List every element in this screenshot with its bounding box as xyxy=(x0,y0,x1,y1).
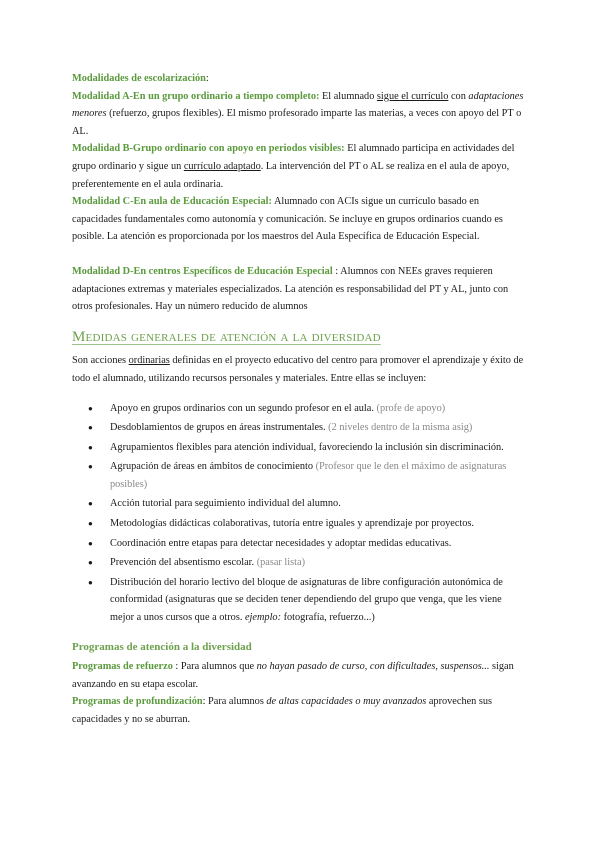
list-item-note-emphasis: ejemplo: xyxy=(244,612,282,624)
modalidad-c-label: Modalidad C-En aula de Educación Especial: xyxy=(72,196,272,208)
modalidad-b-label: Modalidad B-Grupo ordinario con apoyo en periodos visibles: xyxy=(72,143,345,155)
list-item xyxy=(110,495,528,513)
list-item xyxy=(110,439,528,457)
spacer xyxy=(72,246,528,263)
list-item-text: Metodologías didácticas colaborativas, tutoría entre iguales y aprendizaje por proyectos. xyxy=(110,518,474,530)
programa-profundizacion-text: : Para alumnos xyxy=(202,696,267,708)
modalidad-a-text: con xyxy=(448,90,469,102)
programas-heading: Programas de atención a la diversidad xyxy=(72,640,252,653)
programa-profundizacion-label: Programas de profundización xyxy=(72,696,203,708)
programa-profundizacion xyxy=(72,693,528,728)
list-item xyxy=(110,419,528,437)
programa-refuerzo-text: sigan avanzando en su etapa escolar. xyxy=(72,661,514,690)
modalidad-c-text: Alumnado con ACIs sigue un currículo basado en capacidades fundamentales como autonomía y comunicación. Se incluye en grupos ordinarios cuando es posible. La atención es proporcionada por los maestros del Aula Específica de Educación Especial. xyxy=(72,196,503,243)
list-item-note: (profe de apoyo) xyxy=(373,402,446,414)
modalidad-a-text: (refuerzo, grupos flexibles). El mismo profesorado imparte las materias, a veces con apoyo del PT o AL. xyxy=(72,108,522,137)
list-item xyxy=(110,554,528,572)
modalidad-a-text: El alumnado xyxy=(319,90,377,102)
modalidades-colon: : xyxy=(205,73,209,84)
modalidad-a xyxy=(72,88,528,141)
list-item xyxy=(110,400,528,418)
list-item-text: Desdoblamientos de grupos en áreas instrumentales. xyxy=(110,422,326,434)
modalidad-b-text: El alumnado participa en actividades del grupo ordinario y sigue un xyxy=(72,143,515,172)
programa-profundizacion-emphasis: de altas capacidades o muy avanzados xyxy=(266,696,427,708)
list-item-note: fotografía, refuerzo...) xyxy=(281,612,375,624)
programa-refuerzo xyxy=(72,658,528,693)
medidas-heading: Medidas generales de atención a la diversidad xyxy=(72,328,381,345)
list-item xyxy=(110,458,528,493)
modalidades-title-line xyxy=(72,70,528,88)
list-item-note: (pasar lista) xyxy=(254,557,306,569)
modalidad-a-underline: sigue el currículo xyxy=(376,90,449,102)
modalidad-c xyxy=(72,193,528,246)
list-item xyxy=(110,535,528,553)
list-item-note: (asignaturas que se deciden tener dependiendo del grupo que venga, que les viene mejor a unos cursos que a otros. xyxy=(110,594,502,624)
list-item-note: (2 niveles dentro de la misma asig) xyxy=(325,422,473,434)
modalidad-d-text: : Alumnos con NEEs graves requieren adaptaciones extremas y materiales especializados. La atención es responsabilidad del PT y AL, junto con otros profesionales. Hay un número reducido de alumnos xyxy=(72,265,509,313)
list-item-text: Prevención del absentismo escolar. xyxy=(110,557,255,569)
list-item xyxy=(110,574,528,627)
modalidad-a-emphasis: adaptaciones menores xyxy=(72,90,524,120)
list-item-text: Agrupamientos flexibles para atención individual, favoreciendo la inclusión sin discriminación. xyxy=(110,441,504,453)
list-item-note: (Profesor que le den el máximo de asignaturas posibles) xyxy=(110,461,507,490)
list-item-text: Coordinación entre etapas para detectar necesidades y adoptar medidas educativas. xyxy=(110,537,452,549)
medidas-intro-underline: ordinarias xyxy=(128,355,170,367)
modalidad-b-underline: currículo adaptado xyxy=(183,160,261,172)
programa-profundizacion-text: aprovechen sus capacidades y no se aburran. xyxy=(72,696,493,725)
medidas-list xyxy=(72,400,528,627)
list-item-text: Apoyo en grupos ordinarios con un segundo profesor en el aula. xyxy=(110,402,374,414)
list-item-text: Agrupación de áreas en ámbitos de conocimiento xyxy=(110,461,314,473)
modalidad-d-label: Modalidad D-En centros Específicos de Educación Especial xyxy=(72,265,333,277)
modalidad-d xyxy=(72,263,528,316)
medidas-intro-text: definidas en el proyecto educativo del centro para promover el aprendizaje y éxito de todo el alumnado, utilizando recursos personales y materiales. Entre ellas se incluyen: xyxy=(72,355,524,384)
medidas-intro xyxy=(72,352,528,387)
modalidades-title: Modalidades de escolarización xyxy=(72,73,206,84)
list-item-text: Distribución del horario lectivo del bloque de asignaturas de libre configuración autonómica de conformidad xyxy=(110,576,503,606)
modalidad-b-text: . La intervención del PT o AL se realiza en el aula de apoyo, preferentemente en el aula ordinaria. xyxy=(72,160,510,190)
modalidad-a-label: Modalidad A-En un grupo ordinario a tiempo completo: xyxy=(72,90,320,102)
programa-refuerzo-label: Programas de refuerzo xyxy=(72,661,173,673)
list-item xyxy=(110,515,528,533)
medidas-intro-text: Son acciones xyxy=(72,355,129,367)
modalidad-b xyxy=(72,140,528,193)
programa-refuerzo-emphasis: no hayan pasado de curso, con dificultades, suspensos... xyxy=(256,661,490,673)
programa-refuerzo-text: : Para alumnos que xyxy=(172,661,257,673)
list-item-text: Acción tutorial para seguimiento individual del alumno. xyxy=(110,498,341,510)
